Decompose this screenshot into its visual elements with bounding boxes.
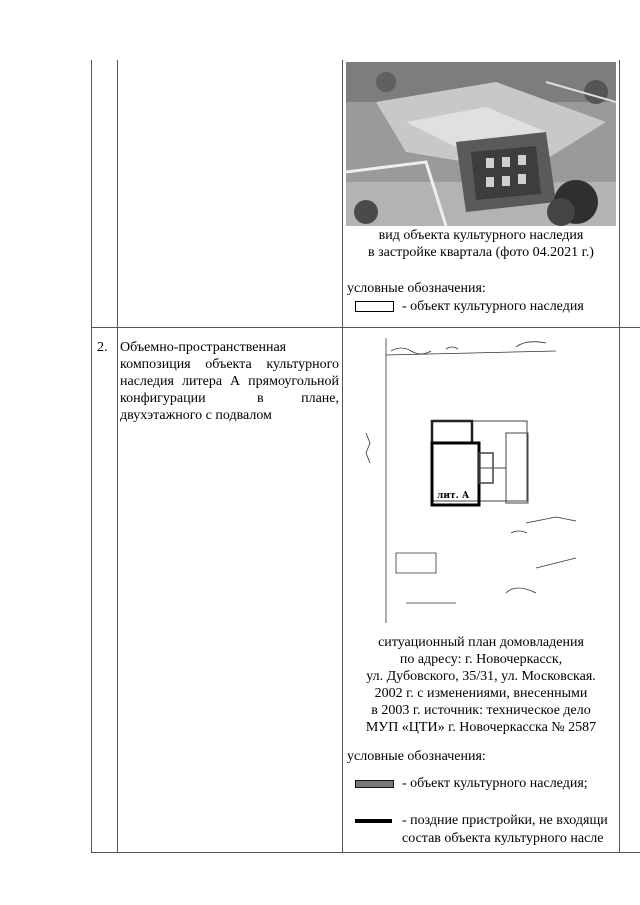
legend-item-additions xyxy=(402,812,617,852)
situation-plan-drawing xyxy=(356,333,616,633)
description-line: наследия литера А прямоугольной xyxy=(120,374,339,389)
plan-caption-line: по адресу: г. Новочеркасск, xyxy=(399,652,563,667)
config-word: в xyxy=(257,391,264,406)
description-line: двухэтажного с подвалом xyxy=(120,408,272,423)
column-divider-2 xyxy=(342,60,343,852)
table-right-border xyxy=(619,60,620,852)
legend-swatch-additions xyxy=(355,819,392,823)
legend-item-heritage: - объект культурного наследия xyxy=(402,299,584,314)
description-line: композиция объекта культурного xyxy=(120,357,339,372)
config-word: плане, xyxy=(301,391,339,406)
config-word: конфигурации xyxy=(120,391,206,406)
plan-caption-line: ул. Дубовского, 35/31, ул. Московская. xyxy=(366,669,596,684)
description-line: Объемно-пространственная xyxy=(120,340,287,355)
heritage-site-photo xyxy=(346,62,616,226)
photo-caption-line1: вид объекта культурного наследия xyxy=(378,228,584,243)
plan-caption-line: 2002 г. с изменениями, внесенными xyxy=(374,686,588,701)
legend-swatch-heritage xyxy=(355,780,394,788)
legend-item-additions-line1: - поздние пристройки, не входящи xyxy=(402,813,608,828)
legend-swatch-outline xyxy=(355,301,394,312)
legend-item-heritage: - объект культурного наследия; xyxy=(402,776,588,791)
legend-item-additions-line2: состав объекта культурного насле xyxy=(402,831,604,846)
plan-building-label: лит. А xyxy=(437,491,470,501)
plan-caption-line: ситуационный план домовладения xyxy=(378,635,584,650)
row-number: 2. xyxy=(97,340,108,355)
table-left-border xyxy=(91,60,92,852)
photo-caption-line2: в застройке квартала (фото 04.2021 г.) xyxy=(368,245,594,260)
plan-caption-line: МУП «ЦТИ» г. Новочеркасска № 2587 xyxy=(365,720,597,735)
plan-caption-line: в 2003 г. источник: техническое дело xyxy=(371,703,591,718)
column-divider-1 xyxy=(117,60,118,852)
legend-title: условные обозначения: xyxy=(347,281,486,296)
table-bottom-border xyxy=(91,852,640,853)
row-divider xyxy=(91,327,640,328)
legend-title: условные обозначения: xyxy=(347,749,486,764)
